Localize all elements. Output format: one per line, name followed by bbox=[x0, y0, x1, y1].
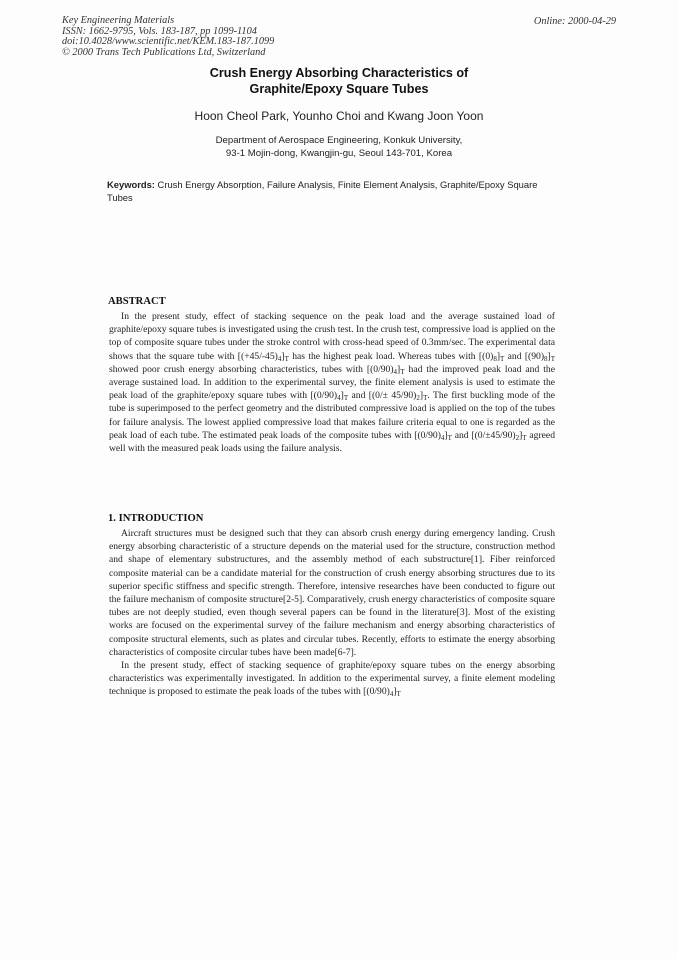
online-date: Online: 2000-04-29 bbox=[533, 16, 616, 27]
introduction-paragraph-1: Aircraft structures must be designed such that they can absorb crush energy during emergency landing. Crush energy absorbing characteristic of a structure depends on the material used for the structure, construction method and shape of elementary substructures, and the assembly method of each substructure[1]. Fiber reinforced composite material can be a candidate material for the construction of crush energy absorbing structures due to its superior specific stiffness and specific strength. Therefore, intensive researches have been conducted to figure out the failure mechanism of composite structure[2-5]. Comparatively, crush energy characteristics of composite square tubes are not deeply studied, even though several papers can be found in the literature[3]. Most of the existing works are focused on the experimental survey of the failure mechanism and energy absorbing characteristics of composite structural elements, such as plates and circular tubes. Recently, efforts to estimate the energy absorbing characteristics of composite circular tubes have been made[6-7]. bbox=[109, 528, 555, 658]
affiliation bbox=[0, 135, 678, 160]
keywords-text: Crush Energy Absorption, Failure Analysis, Finite Element Analysis, Graphite/Epoxy Square Tubes bbox=[107, 179, 538, 203]
journal-name: Key Engineering Materials bbox=[62, 15, 175, 26]
affiliation-line-2: 93-1 Mojin-dong, Kwangjin-gu, Seoul 143-701, Korea bbox=[225, 147, 453, 159]
doi-line: doi:10.4028/www.scientific.net/KEM.183-187.1099 bbox=[62, 36, 275, 48]
affiliation-line-1: Department of Aerospace Engineering, Konkuk University, bbox=[215, 135, 463, 146]
paper-title bbox=[0, 66, 678, 97]
abstract-paragraph: In the present study, effect of stacking sequence on the peak load and the average sustained load of graphite/epoxy square tubes is investigated using the crush test. In the crush test, compressive load is applied on the top of composite square tubes under the stroke control with cross-head speed of 0.3mm/sec. The experimental data shows that the square tube with $[(+45/-45)_4]_T$ has the highest peak load. Whereas tubes with $[(0)_8]_T$ and $[(90)_8]_T$ showed poor crush energy absorbing characteristics, tubes with $[(0/90)_4]_T$ had the improved peak load and the average sustained load. In addition to the experimental survey, the finite element analysis is used to estimate the peak load of the graphite/epoxy square tubes with $[(0/90)_4]_T$ and $[(0/\pm 45/90)_2]_T$. The first buckling mode of the tube is superimposed to the perfect geometry and the distributed compressive load is applied on the top of the tubes for failure analysis. The lowest applied compressive load that makes failure criteria equal to one is regarded as the peak load of each tube. The estimated peak loads of the composite tubes with $[(0/90)_4]_T$ and $[(0/\pm 45/90)_2]_T$ agreed well with the measured peak loads using the failure analysis. bbox=[109, 311, 556, 455]
introduction-paragraph-2: In the present study, effect of stacking sequence of graphite/epoxy square tubes on the energy absorbing characteristics was experimentally investigated. In addition to the experimental survey, a finite element modeling technique is proposed to estimate the peak loads of the tubes with $[(0/90)_4]_T$ bbox=[109, 660, 555, 699]
abstract-body bbox=[109, 310, 555, 455]
introduction-body bbox=[109, 527, 555, 699]
journal-header bbox=[62, 16, 274, 58]
copyright-line: © 2000 Trans Tech Publications Ltd, Switzerland bbox=[62, 46, 266, 58]
introduction-heading: 1. INTRODUCTION bbox=[108, 513, 204, 524]
authors: Hoon Cheol Park, Younho Choi and Kwang Joon Yoon bbox=[194, 109, 484, 123]
title-line-2: Graphite/Epoxy Square Tubes bbox=[249, 81, 429, 96]
title-line-1: Crush Energy Absorbing Characteristics of bbox=[209, 66, 469, 80]
abstract-heading: ABSTRACT bbox=[108, 296, 166, 307]
keywords bbox=[107, 179, 559, 204]
issn-line: ISSN: 1662-9795, Vols. 183-187, pp 1099-1104 bbox=[62, 25, 257, 37]
keywords-label: Keywords: bbox=[107, 179, 155, 190]
